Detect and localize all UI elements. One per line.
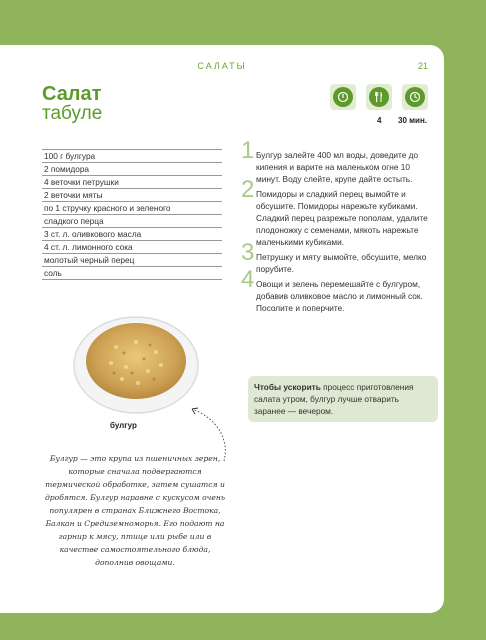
ingredient-item: 100 г булгура [42,149,222,163]
recipe-title-line1: Салат [42,83,102,105]
clock-icon [402,84,428,110]
ingredient-item: 2 помидора [42,163,222,176]
ingredient-item: соль [42,267,222,280]
ingredients-list [42,149,222,280]
cooking-time: 30 мин. [398,116,428,125]
step-text: Петрушку и мяту вымойте, обсушите, мелко порубите. [256,252,427,274]
info-icon [330,84,356,110]
bulgur-note: Булгур — это крупа из пшеничных зерен, которые сначала подвергаются термической обработке, затем сушатся и дробятся. Булгур наравне с кускусом очень популярен в странах Ближнего Востока, Балкан и Средиземноморья. Его подают на гарнир к мясу, птице или рыбе или в качестве самостоятельного блюда, дополнив овощами. [44,454,226,567]
step-number: 3 [241,239,255,266]
servings-count: 4 [377,116,382,125]
step-number: 1 [241,137,255,164]
image-caption: булгур [110,421,137,430]
step-item [241,137,428,185]
recipe-title-line2: табуле [42,103,103,124]
ingredient-item: 4 веточки петрушки [42,176,222,189]
step-number: 2 [241,176,255,203]
step-text: Овощи и зелень перемешайте с булгуром, добавив оливковое масло и лимонный сок. Посолите и поперчите. [256,279,423,313]
step-number: 4 [241,266,255,293]
steps-list [241,137,428,317]
tip-bold-text: Чтобы ускорить [254,382,321,392]
page-number: 21 [417,61,428,71]
bulgur-bowl-image [66,307,206,417]
ingredient-item: 2 веточки мяты [42,189,222,202]
fork-knife-icon [366,84,392,110]
tip-text: процесс приготовления салата утром, булгур лучше отварить заранее — вечером. [254,382,414,416]
ingredient-item: 4 ст. л. лимонного сока [42,241,222,254]
ingredient-item: по 1 стручку красного и зеленого [42,202,222,215]
section-title: САЛАТЫ [197,61,247,71]
ingredient-item: молотый черный перец [42,254,222,267]
step-item [241,266,428,314]
step-text: Помидоры и сладкий перец вымойте и обсушите. Помидоры нарежьте кубиками. Сладкий перец разрежьте пополам, удалите плодоножку с семенами, мякоть нарежьте маленькими кубиками. [256,189,428,247]
step-text: Булгур залейте 400 мл воды, доведите до кипения и варите на маленьком огне 10 минут. Воду слейте, крупе дайте остыть. [256,150,419,184]
ingredient-item: сладкого перца [42,215,222,228]
step-item [241,176,428,248]
tip-box [248,376,438,422]
ingredient-item: 3 ст. л. оливкового масла [42,228,222,241]
step-item [241,239,428,275]
page [0,45,444,613]
